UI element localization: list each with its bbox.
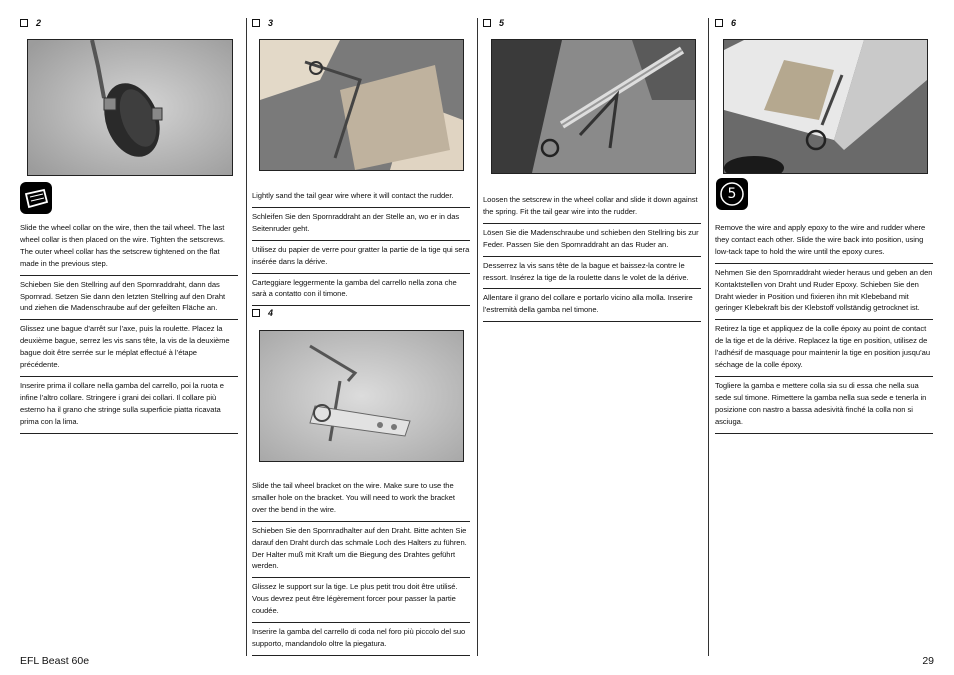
sandpaper-icon	[20, 182, 52, 214]
col2-instructions-a	[252, 188, 470, 306]
instruction-de: Schieben Sie den Stellring auf den Spornraddraht, dann das Spornrad. Setzen Sie dann den letzten Stellring auf den Draht und ziehen die Madenschraube auf der gefeilten Fläche an.	[20, 276, 238, 321]
epoxy-photo-illustration	[724, 40, 927, 173]
instruction-de: Schieben Sie den Spornradhalter auf den Draht. Bitte achten Sie darauf den Draht durch das schmale Loch des Halters zu führen. Der Halter muß mit Kraft um die Biegung des Drahtes geführt werden.	[252, 522, 470, 579]
instruction-en: Lightly sand the tail gear wire where it will contact the rudder.	[252, 188, 470, 208]
step-heading	[20, 16, 41, 30]
photo-tail-wheel-collar	[27, 39, 233, 176]
step-heading	[483, 16, 504, 30]
rudder-fit-photo-illustration	[492, 40, 695, 173]
instruction-it: Togliere la gamba e mettere colla sia su di essa che nella sua sede sul timone. Rimettere la gamba nella sua sede e tenerla in posizione con nastro a bassa adesività finché la colla non si asciuga.	[715, 377, 933, 434]
column-divider	[708, 18, 709, 656]
checkbox-icon	[252, 309, 260, 317]
footer-product-name: EFL Beast 60e	[20, 655, 90, 667]
col1-instructions	[20, 220, 238, 434]
step-number: 2	[36, 18, 42, 28]
tail-wheel-photo-illustration	[28, 40, 232, 175]
column-divider	[477, 18, 478, 656]
instruction-fr: Desserrez la vis sans tête de la bague et baissez-la contre le ressort. Insérez la tige de la roulette dans le volet de la dérive.	[483, 257, 701, 290]
step-heading	[252, 16, 273, 30]
photo-sanding-wire	[259, 39, 464, 171]
checkbox-icon	[715, 19, 723, 27]
instruction-it: Inserire la gamba del carrello di coda nel foro più piccolo del suo supporto, mandandolo oltre la piegatura.	[252, 623, 470, 656]
col2-instructions-b	[252, 478, 470, 656]
photo-fit-wire-rudder	[491, 39, 696, 174]
checkbox-icon	[252, 19, 260, 27]
col4-instructions	[715, 220, 933, 434]
instruction-en: Loosen the setscrew in the wheel collar and slide it down against the spring. Fit the tail gear wire into the rudder.	[483, 192, 701, 224]
instruction-it: Inserire prima il collare nella gamba del carrello, poi la ruota e infine l’altro collare. Stringere i grani dei collari. Il collare più esterno ha il grano che stringe sulla superficie piatta ricavata prima con la lima.	[20, 377, 238, 434]
instruction-fr: Utilisez du papier de verre pour gratter la partie de la tige qui sera insérée dans la dérive.	[252, 241, 470, 274]
checkbox-icon	[20, 19, 28, 27]
instruction-en: Slide the wheel collar on the wire, then the tail wheel. The last wheel collar is then placed on the wire. Tighten the setscrews. The outer wheel collar has the setscrew tightened on the flat made in the previous step.	[20, 220, 238, 276]
instruction-de: Lösen Sie die Madenschraube und schieben den Stellring bis zur Feder. Passen Sie den Spornraddraht an das Ruder an.	[483, 224, 701, 257]
instruction-fr: Glissez une bague d’arrêt sur l’axe, puis la roulette. Placez la deuxième bague, serrez les vis sans tête, la vis de la deuxième bague doit être serrée sur le méplat effectué à l’étape précédente.	[20, 320, 238, 377]
step-number: 3	[268, 18, 274, 28]
instruction-fr: Retirez la tige et appliquez de la colle époxy au point de contact de la tige et de la dérive. Replacez la tige en position, utilisez de l’adhésif de masquage pour maintenir la tige en position jusqu’au séchage de la colle époxy.	[715, 320, 933, 377]
epoxy-step-icon	[716, 178, 748, 210]
step-heading	[252, 306, 273, 320]
instruction-de: Nehmen Sie den Spornraddraht wieder heraus und geben an den Kontaktstellen von Draht und Ruder Epoxy. Schieben Sie den Draht wieder in Position und fixieren ihn mit Klebeband mit geringer Klebekraft bis der Klebstoff vollständig getrocknet ist.	[715, 264, 933, 321]
instruction-en: Remove the wire and apply epoxy to the wire and rudder where they contact each other. Slide the wire back into position, using low-tack tape to hold the wire until the epoxy cures.	[715, 220, 933, 264]
instruction-en: Slide the tail wheel bracket on the wire. Make sure to use the smaller hole on the bracket. You will need to work the bracket over the bend in the wire.	[252, 478, 470, 522]
instruction-fr: Glissez le support sur la tige. Le plus petit trou doit être utilisé. Vous devrez peut être légèrement forcer pour passer la partie coudée.	[252, 578, 470, 623]
photo-tail-wheel-bracket	[259, 330, 464, 462]
column-divider	[246, 18, 247, 656]
epoxy-step-icon-number: 5	[727, 186, 737, 202]
footer-page-number: 29	[922, 655, 934, 667]
checkbox-icon	[483, 19, 491, 27]
step-number: 5	[499, 18, 505, 28]
sanding-photo-illustration	[260, 40, 463, 170]
photo-epoxy-wire	[723, 39, 928, 174]
step-number: 4	[268, 308, 274, 318]
step-number: 6	[731, 18, 737, 28]
bracket-photo-illustration	[260, 331, 463, 461]
instruction-de: Schleifen Sie den Spornraddraht an der Stelle an, wo er in das Seitenruder geht.	[252, 208, 470, 241]
instruction-it: Allentare il grano del collare e portarlo vicino alla molla. Inserire l’estremità della gamba nel timone.	[483, 289, 701, 322]
col3-instructions	[483, 192, 701, 322]
instruction-it: Carteggiare leggermente la gamba del carrello nella zona che sarà a contatto con il timone.	[252, 274, 470, 307]
step-heading	[715, 16, 736, 30]
